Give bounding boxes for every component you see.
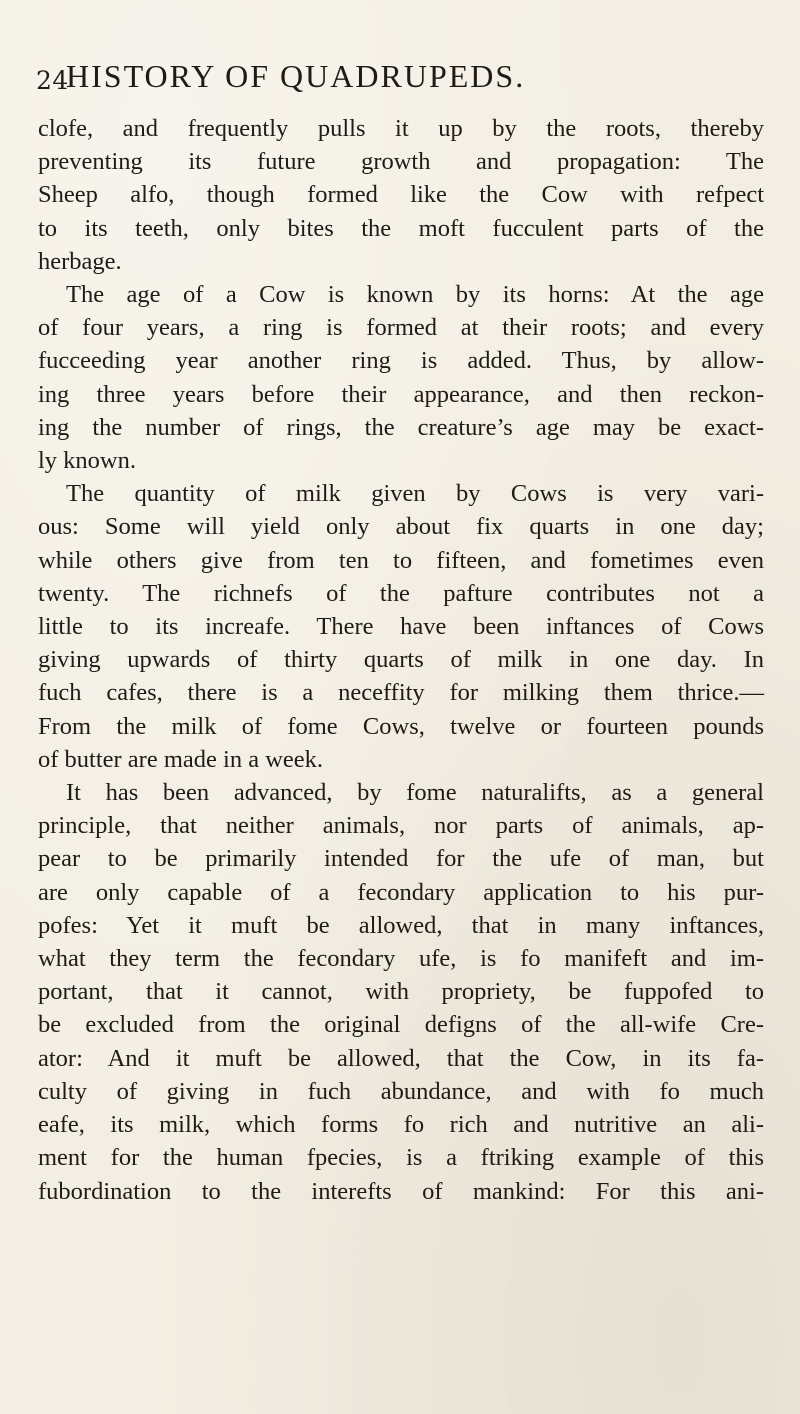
body-text bbox=[38, 112, 764, 1208]
text-line: be excluded from the original defigns of the all-wife Cre- bbox=[38, 1011, 764, 1039]
paragraph-4 bbox=[38, 776, 764, 1208]
text-line: what they term the fecondary ufe, is fo manifeft and im- bbox=[38, 945, 764, 973]
text-line: portant, that it cannot, with propriety, be fuppofed to bbox=[38, 978, 764, 1006]
text-line: The quantity of milk given by Cows is very vari- bbox=[66, 480, 764, 508]
text-line: fucceeding year another ring is added. Thus, by allow- bbox=[38, 347, 764, 375]
paragraph-2 bbox=[38, 278, 764, 477]
page-header bbox=[36, 58, 776, 108]
text-line: herbage. bbox=[38, 247, 122, 275]
text-line: ing the number of rings, the creature’s age may be exact- bbox=[38, 413, 764, 441]
page-number: 24 bbox=[36, 66, 69, 95]
text-line: culty of giving in fuch abundance, and with fo much bbox=[38, 1077, 764, 1105]
paragraph-1 bbox=[38, 112, 764, 278]
text-line: twenty. The richnefs of the pafture contributes not a bbox=[38, 579, 764, 607]
text-line: giving upwards of thirty quarts of milk in one day. In bbox=[38, 646, 764, 674]
text-line: are only capable of a fecondary application to his pur- bbox=[38, 878, 764, 906]
text-line: From the milk of fome Cows, twelve or fourteen pounds bbox=[38, 712, 764, 740]
text-line: It has been advanced, by fome naturalifts, as a general bbox=[66, 779, 764, 807]
running-head: HISTORY OF QUADRUPEDS. bbox=[66, 58, 526, 94]
text-line: fubordination to the interefts of mankind: For this ani- bbox=[38, 1177, 764, 1205]
text-line: clofe, and frequently pulls it up by the roots, thereby bbox=[38, 115, 764, 142]
text-line: while others give from ten to fifteen, and fometimes even bbox=[38, 546, 764, 574]
text-line: of butter are made in a week. bbox=[38, 745, 324, 773]
text-line: pofes: Yet it muft be allowed, that in many inftances, bbox=[38, 911, 764, 939]
text-line: Sheep alfo, though formed like the Cow with refpect bbox=[38, 181, 764, 209]
text-line: ment for the human fpecies, is a ftriking example of this bbox=[38, 1144, 764, 1172]
text-line: ator: And it muft be allowed, that the Cow, in its fa- bbox=[38, 1044, 764, 1072]
text-line: eafe, its milk, which forms fo rich and nutritive an ali- bbox=[38, 1111, 764, 1139]
text-line: of four years, a ring is formed at their roots; and every bbox=[38, 314, 764, 342]
text-line: fuch cafes, there is a neceffity for milking them thrice.— bbox=[38, 679, 764, 707]
text-line: ing three years before their appearance, and then reckon- bbox=[38, 380, 764, 408]
text-line: pear to be primarily intended for the ufe of man, but bbox=[38, 845, 764, 873]
text-line: The age of a Cow is known by its horns: At the age bbox=[66, 281, 764, 309]
paragraph-3 bbox=[38, 477, 764, 776]
text-line: principle, that neither animals, nor parts of animals, ap- bbox=[38, 812, 764, 840]
text-line: to its teeth, only bites the moft fucculent parts of the bbox=[38, 214, 764, 242]
text-line: ous: Some will yield only about fix quarts in one day; bbox=[38, 513, 764, 541]
text-line: preventing its future growth and propagation: The bbox=[38, 148, 764, 176]
text-line: little to its increafe. There have been inftances of Cows bbox=[38, 613, 764, 641]
text-line: ly known. bbox=[38, 447, 136, 475]
